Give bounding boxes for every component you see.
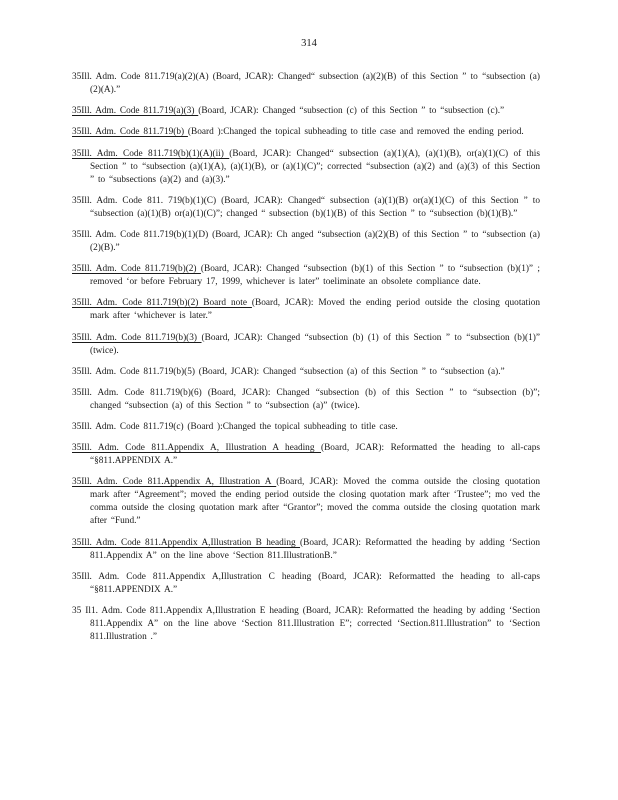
revision-notes-list <box>72 71 540 652</box>
note-text: (Board, JCAR): Changed“ subsection (a)(1)(A), (a)(1)(B), or(a)(1)(C) of this Section ” to “subsection (a)(1)(A), (a)(1)(B), or (a)(1)(C)”; corrected “subsection (a)(2) and (a)(3) of this Section ” to “subsections (a)(2) and (a)(3).” <box>90 148 540 185</box>
note-text: 35Ill. Adm. Code 811.719(b)(5) (Board, JCAR): Changed “subsection (a) of this Section ” to “subsection (a).” <box>72 366 505 377</box>
note-citation: 35Ill. Adm. Code 811.719(b)(3) <box>72 332 202 343</box>
revision-note <box>72 537 540 563</box>
revision-note <box>72 229 540 255</box>
note-text: (Board ):Changed the topical subheading to title case and removed the ending period. <box>187 127 524 138</box>
note-text: 35Ill. Adm. Code 811.Appendix A,Illustration C heading (Board, JCAR): Reformatted the heading to all-caps “§811.APPENDIX A.” <box>72 571 540 595</box>
revision-note <box>72 571 540 597</box>
revision-note <box>72 442 540 468</box>
note-citation: 35Ill. Adm. Code 811.719(b)(2) <box>72 264 201 275</box>
note-text: 35Ill. Adm. Code 811.719(b)(6) (Board, JCAR): Changed “subsection (b) of this Section ” to “subsection (b)”; changed “subsection (a) of this Section ” to “subsection (a)” (twice). <box>72 387 540 411</box>
note-text: (Board, JCAR): Changed “subsection (c) of this Section ” to “subsection (c).” <box>198 106 505 117</box>
revision-note <box>72 195 540 221</box>
revision-note <box>72 421 540 434</box>
revision-note <box>72 476 540 528</box>
revision-note <box>72 105 540 118</box>
note-text: (Board, JCAR): Changed “subsection (b) (1) of this Section ” to “subsection (b)(1)” (twice). <box>90 332 540 356</box>
revision-note <box>72 126 540 139</box>
note-text: 35Ill. Adm. Code 811.719(a)(2)(A) (Board, JCAR): Changed“ subsection (a)(2)(B) of this Section ” to “subsection (a)(2)(A).” <box>72 72 540 95</box>
revision-note <box>72 297 540 323</box>
revision-note <box>72 605 540 644</box>
note-text: 35Ill. Adm. Code 811.719(c) (Board ):Changed the topical subheading to title case. <box>72 422 398 433</box>
revision-note <box>72 71 540 97</box>
note-citation: 35Ill. Adm. Code 811.Appendix A,Illustration B heading <box>72 537 301 548</box>
revision-note <box>72 387 540 413</box>
note-text: 35 Il1. Adm. Code 811.Appendix A,Illustration E heading (Board, JCAR): Reformatted the heading by adding ‘Section 811.Appendix A” on the line above ‘Section 811.Illustration E”; corrected ‘Section.811.Illustration” to ‘Section 811.Illustration .” <box>72 606 540 642</box>
note-text: (Board, JCAR): Reformatted the heading to all-caps “§811.APPENDIX A.” <box>90 443 540 467</box>
revision-note <box>72 366 540 379</box>
note-citation: 35Ill. Adm. Code 811.Appendix A, Illustration A heading <box>72 443 321 454</box>
revision-note <box>72 148 540 187</box>
note-text: (Board, JCAR): Moved the ending period outside the closing quotation mark after ‘whichever is later.” <box>90 298 540 322</box>
note-citation: 35Ill. Adm. Code 811.Appendix A, Illustration A <box>72 477 277 488</box>
note-text: (Board, JCAR): Reformatted the heading by adding ‘Section 811.Appendix A” on the line above ‘Section 811.IllustrationB.” <box>90 537 540 561</box>
revision-note <box>72 332 540 358</box>
note-text: (Board, JCAR): Moved the comma outside the closing quotation mark after “Agreement”; moved the ending period outside the closing quotation mark after ‘Trustee”; mo ved the comma outside the closing quotation mark after “Grantor”; moved the comma outside the closing quotation mark after “Fund.” <box>90 477 540 527</box>
note-text: (Board, JCAR): Changed “subsection (b)(1) of this Section ” to “subsection (b)(1)” ; removed ‘or before February 17, 1999, whichever is later” toeliminate an obsolete compliance date. <box>90 264 540 288</box>
note-citation: 35Ill. Adm. Code 811.719(b)(1)(A)(ii) <box>72 148 230 159</box>
note-citation: 35Ill. Adm. Code 811.719(b) <box>72 127 188 138</box>
note-text: 35Ill. Adm. Code 811.719(b)(1)(D) (Board, JCAR): Ch anged “subsection (a)(2)(B) of this Section ” to “subsection (a)(2)(B).” <box>72 229 540 253</box>
note-citation: 35Ill. Adm. Code 811.719(a)(3) <box>72 106 199 117</box>
note-citation: 35Ill. Adm. Code 811.719(b)(2) Board note <box>72 298 252 309</box>
note-text: 35Ill. Adm. Code 811. 719(b)(1)(C) (Board, JCAR): Changed“ subsection (a)(1)(B) or(a)(1)(C) of this Section ” to “subsection (a)(1)(B) or(a)(1)(C)”; changed “ subsection (b)(1)(B) of this Section ” to “subsection (b)(1)(B).” <box>72 195 540 219</box>
page-number: 314 <box>301 38 317 49</box>
revision-note <box>72 263 540 289</box>
